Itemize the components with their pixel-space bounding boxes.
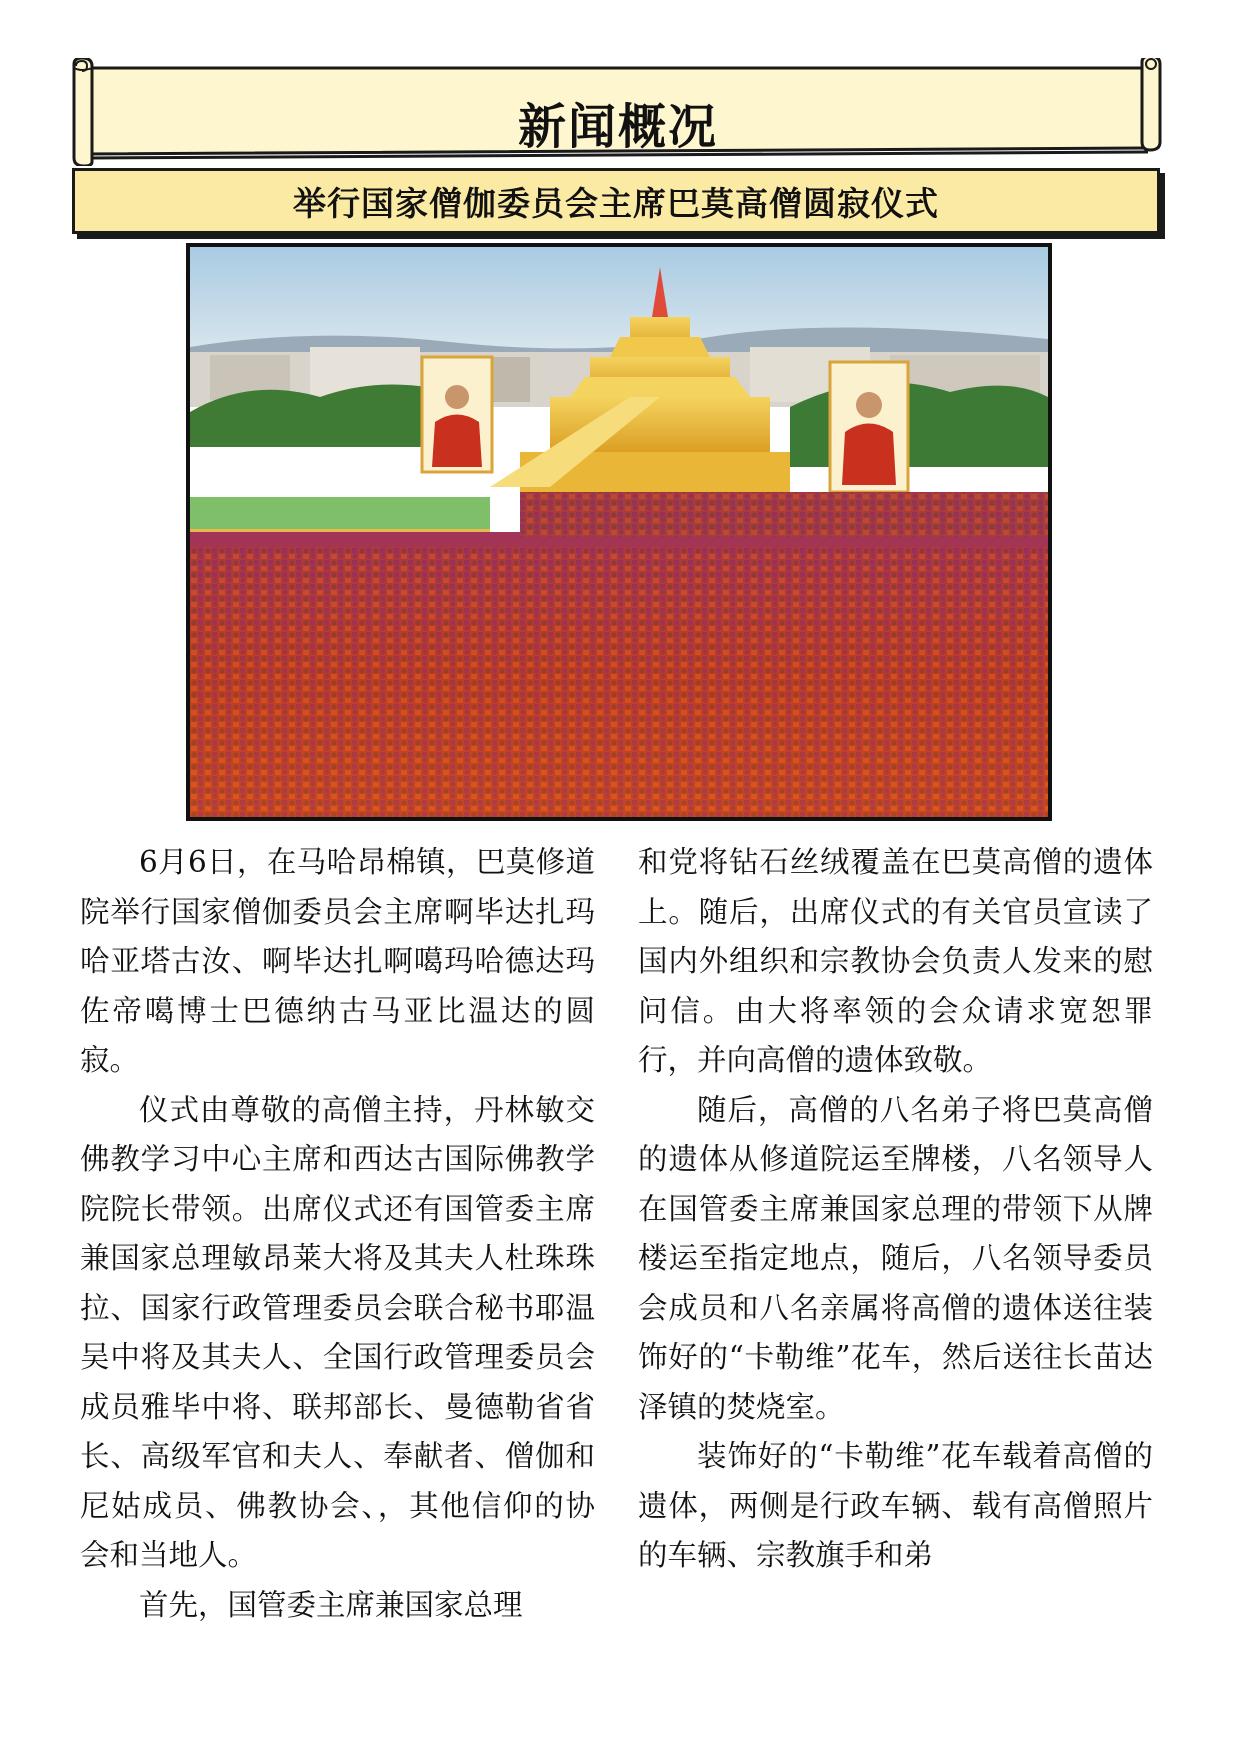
header-scroll-banner (72, 58, 1164, 166)
article-paragraph: 和党将钻石丝绒覆盖在巴莫高僧的遗体上。随后，出席仪式的有关官员宣读了国内外组织和宗教协会负责人发来的慰问信。由大将率领的会众请求宽恕罪行，并向高僧的遗体致敬。 (638, 845, 1153, 1077)
ceremony-photo-image (190, 247, 1048, 817)
ceremony-photo (186, 243, 1052, 821)
article-paragraph: 仪式由尊敬的高僧主持，丹林敏交佛教学习中心主席和西达古国际佛教学院院长带领。出席仪式还有国管委主席兼国家总理敏昂莱大将及其夫人杜珠珠拉、国家行政管理委员会联合秘书耶温吴中将及其夫人、全国行政管理委员会成员雅毕中将、联邦部长、曼德勒省省长、高级军官和夫人、奉献者、僧伽和尼姑成员、佛教协会、，其他信仰的协会和当地人。 (80, 1092, 595, 1572)
article-headline: 举行国家僧伽委员会主席巴莫高僧圆寂仪式 (293, 183, 939, 223)
article-paragraph: 随后，高僧的八名弟子将巴莫高僧的遗体从修道院运至牌楼，八名领导人在国管委主席兼国家总理的带领下从牌楼运至指定地点，随后，八名领导委员会成员和八名亲属将高僧的遗体送往装饰好的“卡勒维”花车，然后送往长苗达泽镇的焚烧室。 (638, 1092, 1153, 1424)
article-paragraph: 首先，国管委主席兼国家总理 (139, 1587, 523, 1622)
page-title: 新闻概况 (517, 99, 718, 155)
article-column-left (80, 838, 595, 1630)
article-headline-box (72, 168, 1160, 234)
article-paragraph: 装饰好的“卡勒维”花车载着高僧的遗体，两侧是行政车辆、载有高僧照片的车辆、宗教旗手和弟 (638, 1439, 1153, 1572)
article-column-right (638, 838, 1153, 1581)
article-paragraph: 6月6日，在马哈昂棉镇，巴莫修道院举行国家僧伽委员会主席啊毕达扎玛哈亚塔古汝、啊毕达扎啊噶玛哈德达玛佐帝噶博士巴德纳古马亚比温达的圆寂。 (80, 845, 595, 1077)
